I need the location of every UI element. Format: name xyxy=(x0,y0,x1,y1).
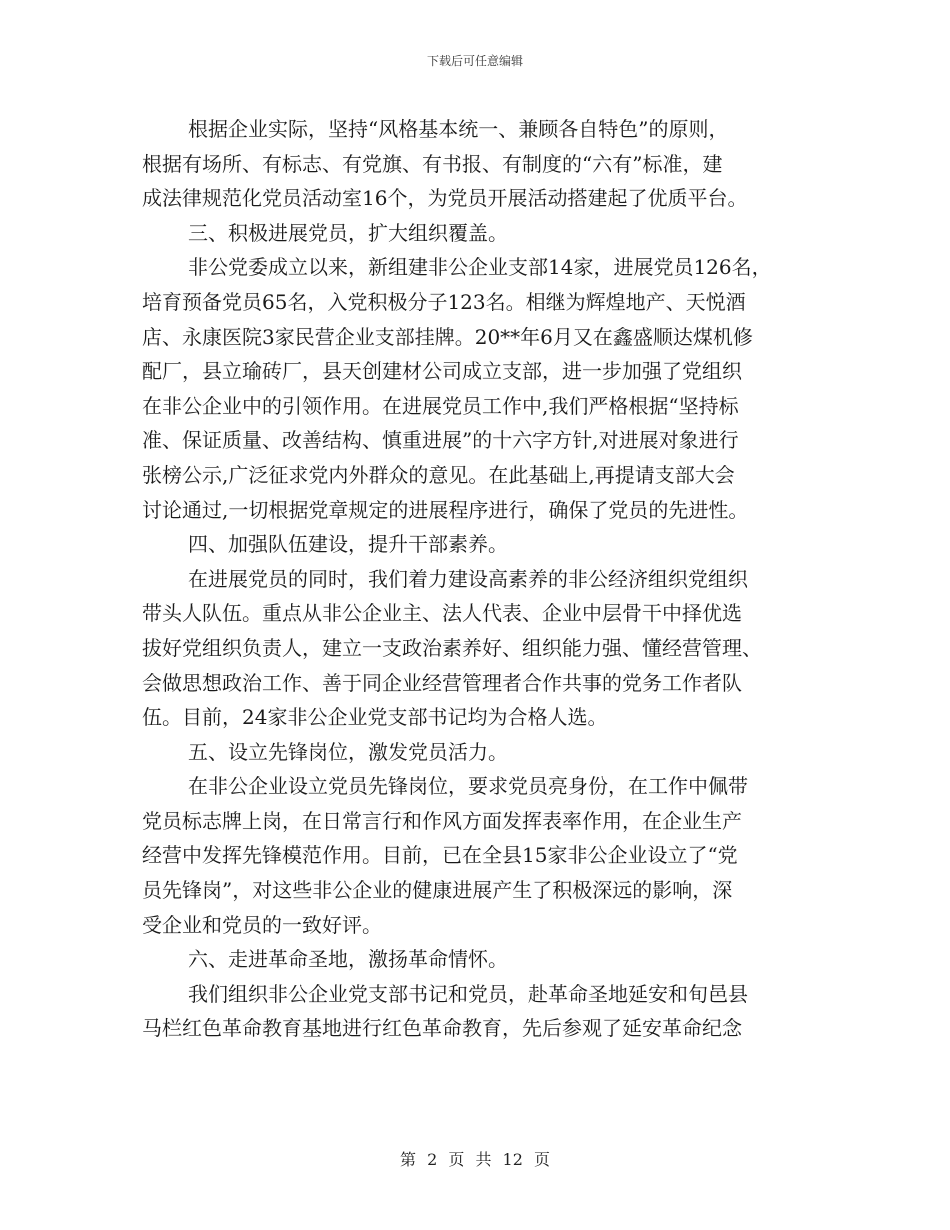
body-line: 我们组织非公企业党支部书记和党员，赴革命圣地延安和旬邑县 xyxy=(188,981,748,1006)
body-line: 根据有场所、有标志、有党旗、有书报、有制度的“六有”标准，建 xyxy=(142,151,723,176)
document-body xyxy=(142,112,812,1046)
body-line: 伍。目前，24家非公企业党支部书记均为合格人选。 xyxy=(142,705,608,730)
section-heading: 六、走进革命圣地，激扬革命情怀。 xyxy=(188,947,508,972)
body-line: 在非公企业设立党员先锋岗位，要求党员亮身份，在工作中佩带 xyxy=(188,774,748,799)
body-line: 根据企业实际，坚持“风格基本统一、兼顾各自特色”的原则， xyxy=(188,117,729,141)
body-line: 讨论通过,一切根据党章规定的进展程序进行，确保了党员的先进性。 xyxy=(142,497,749,522)
body-line: 培育预备党员65名，入党积极分子123名。相继为辉煌地产、天悦酒 xyxy=(142,289,746,314)
section-heading: 五、设立先锋岗位，激发党员活力。 xyxy=(188,739,508,764)
body-line: 成法律规范化党员活动室16个，为党员开展活动搭建起了优质平台。 xyxy=(142,186,748,211)
body-line: 准、保证质量、改善结构、慎重进展”的十六字方针,对进展对象进行 xyxy=(142,428,739,453)
section-heading: 三、积极进展党员，扩大组织覆盖。 xyxy=(188,220,508,245)
body-line: 带头人队伍。重点从非公企业主、法人代表、企业中层骨干中择优选 xyxy=(142,601,742,626)
body-line: 马栏红色革命教育基地进行红色革命教育，先后参观了延安革命纪念 xyxy=(142,1016,742,1041)
body-line: 员先锋岗”，对这些非公企业的健康进展产生了积极深远的影响，深 xyxy=(142,878,733,903)
body-line: 在非公企业中的引领作用。在进展党员工作中,我们严格根据“坚持标 xyxy=(142,393,739,418)
body-line: 会做思想政治工作、善于同企业经营管理者合作共事的党务工作者队 xyxy=(142,670,742,695)
body-line: 在进展党员的同时，我们着力建设高素养的非公经济组织党组织 xyxy=(188,566,748,591)
body-line: 张榜公示,广泛征求党内外群众的意见。在此基础上,再提请支部大会 xyxy=(142,462,735,487)
body-line: 经营中发挥先锋模范作用。目前，已在全县15家非公企业设立了“党 xyxy=(142,843,738,868)
page-footer: 第 2 页 共 12 页 xyxy=(400,1150,550,1169)
section-heading: 四、加强队伍建设，提升干部素养。 xyxy=(188,532,508,557)
page-header: 下载后可任意编辑 xyxy=(426,54,523,68)
body-line: 非公党委成立以来，新组建非公企业支部14家，进展党员126名， xyxy=(188,255,772,280)
body-line: 配厂，县立瑜砖厂，县天创建材公司成立支部，进一步加强了党组织 xyxy=(142,359,742,384)
body-line: 受企业和党员的一致好评。 xyxy=(142,912,382,937)
body-line: 店、永康医院3家民营企业支部挂牌。20**年6月又在鑫盛顺达煤机修 xyxy=(142,324,753,349)
body-line: 党员标志牌上岗，在日常言行和作风方面发挥表率作用，在企业生产 xyxy=(142,808,742,833)
body-line: 拔好党组织负责人，建立一支政治素养好、组织能力强、懂经营管理、 xyxy=(142,635,762,660)
